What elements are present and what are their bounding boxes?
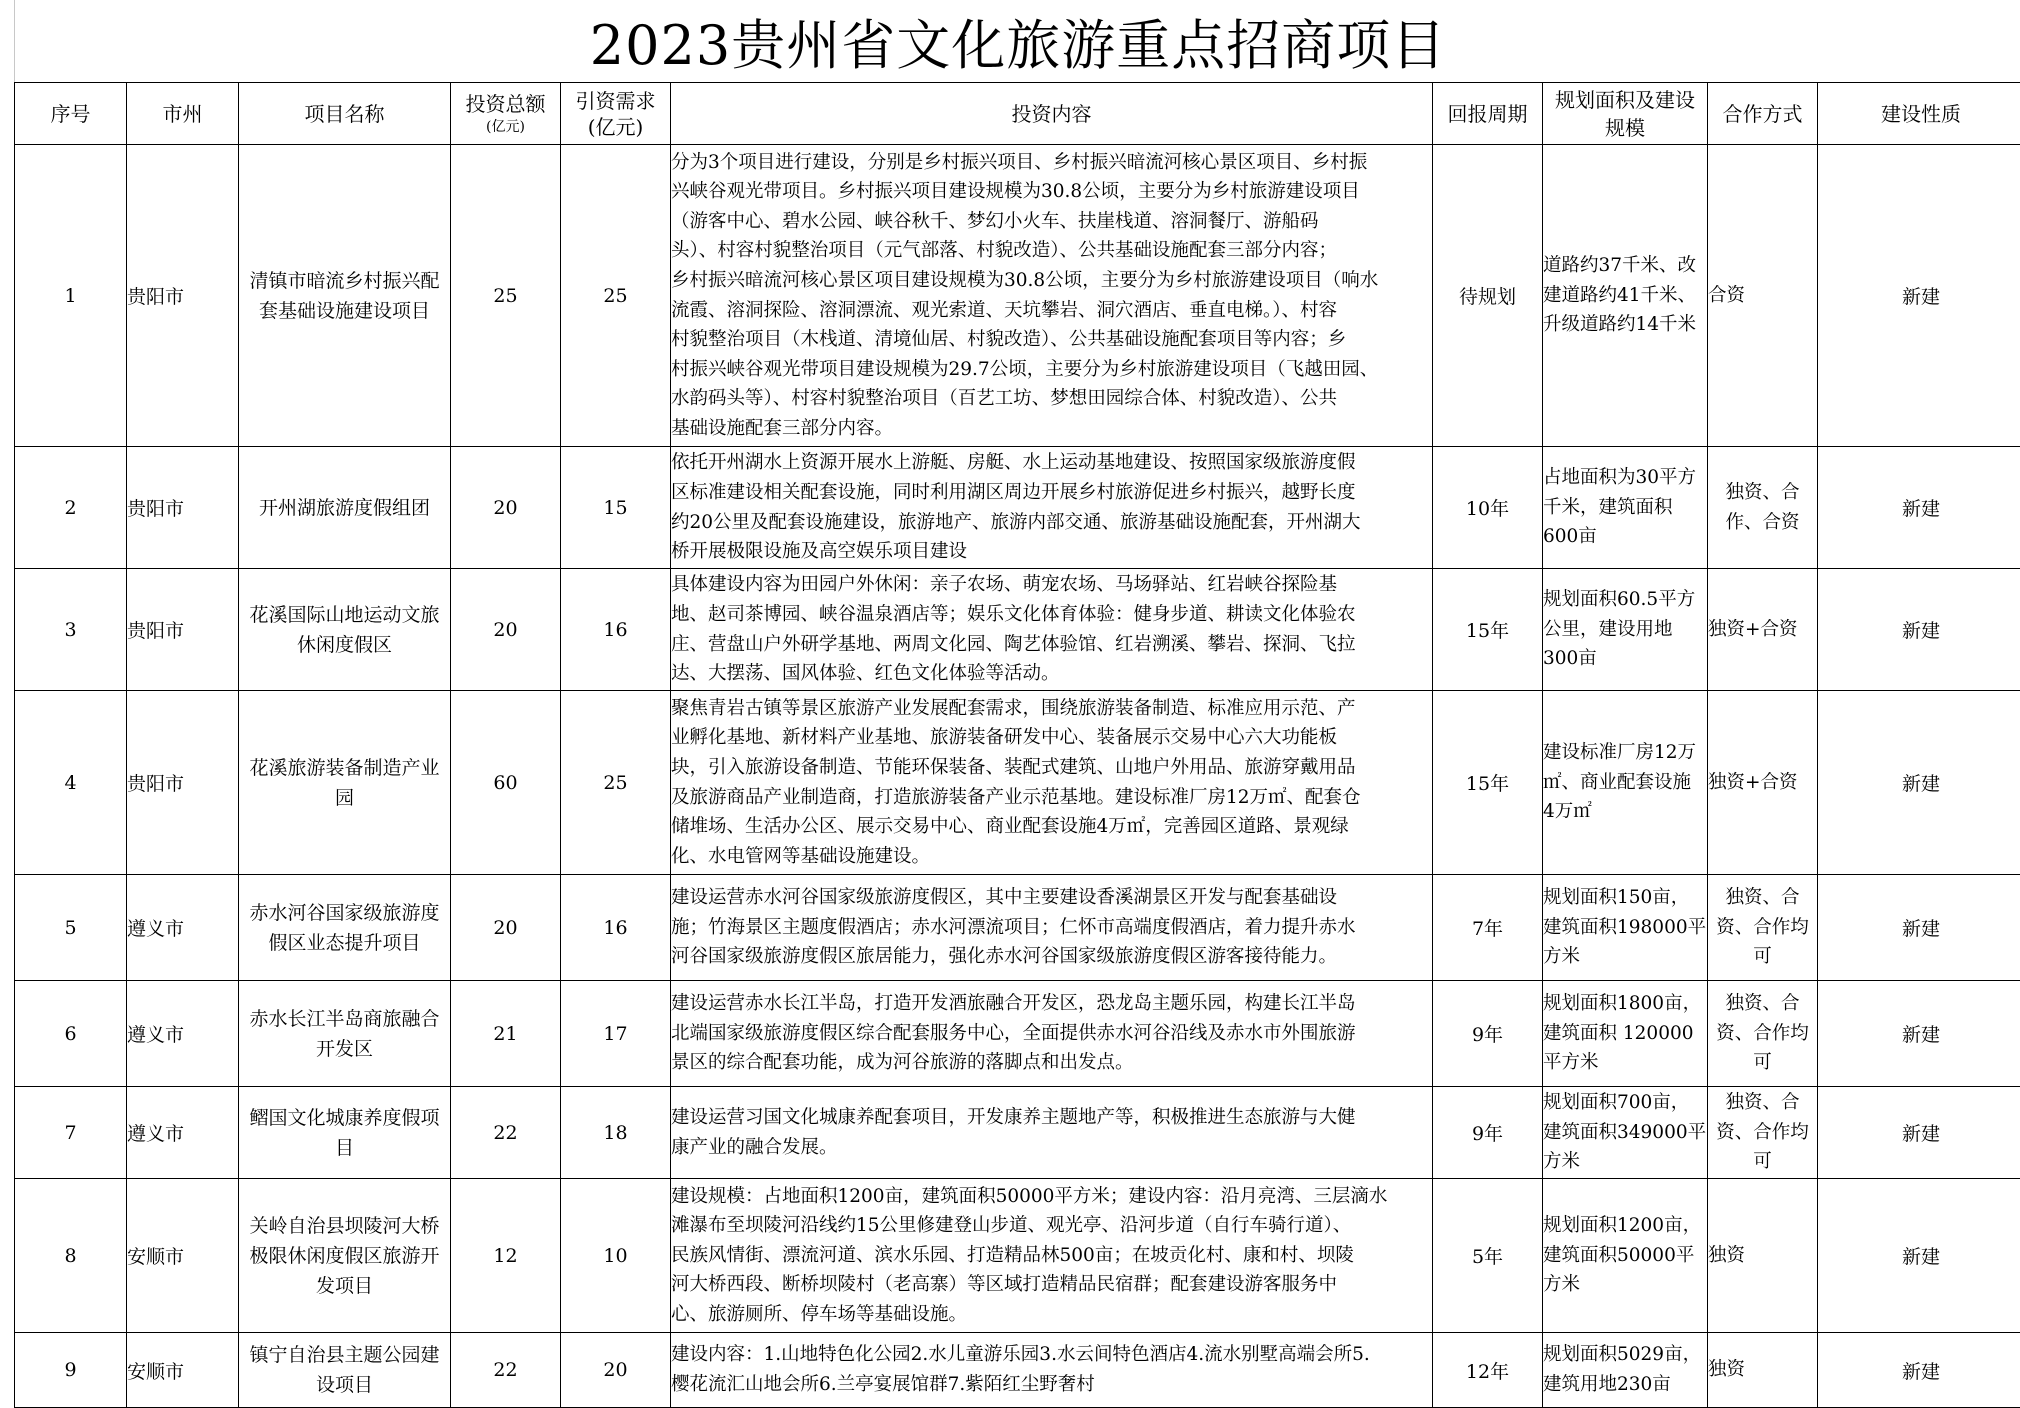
cell-name-line: 赤水河谷国家级旅游度 [239,898,450,928]
cell-total: 20 [451,875,561,981]
cell-city: 遵义市 [127,875,239,981]
cell-content [671,569,1433,691]
cell-content-line: 约20公里及配套设施建设，旅游地产、旅游内部交通、旅游基础设施配套，开州湖大 [671,508,1432,538]
cell-coop [1708,1087,1818,1179]
cell-index: 2 [15,447,127,569]
cell-content-line: 流霞、溶洞探险、溶洞漂流、观光索道、天坑攀岩、洞穴酒店、垂直电梯。）、村容 [671,296,1432,326]
table-row [15,981,2020,1087]
cell-total: 20 [451,569,561,691]
header-index: 序号 [15,83,127,145]
cell-scale-line: 规划面积700亩， [1543,1088,1707,1118]
cell-total: 22 [451,1333,561,1408]
cell-content [671,145,1433,447]
cell-scale-line: 4万㎡ [1543,797,1707,827]
cell-total: 21 [451,981,561,1087]
cell-scale-line: 建筑用地230亩 [1543,1370,1707,1400]
cell-name [239,875,451,981]
cell-coop-line: 可 [1708,1147,1817,1177]
cell-content [671,1333,1433,1408]
table-row [15,569,2020,691]
cell-name [239,1087,451,1179]
cell-name-line: 鳛国文化城康养度假项 [239,1103,450,1133]
cell-coop [1708,981,1818,1087]
cell-period: 9年 [1433,1087,1543,1179]
header-total [451,83,561,145]
cell-scale-line: 平方米 [1543,1048,1707,1078]
cell-coop-line: 可 [1708,942,1817,972]
cell-content-line: 康产业的融合发展。 [671,1133,1432,1163]
cell-city: 贵阳市 [127,145,239,447]
cell-content [671,691,1433,875]
cell-scale-line: 600亩 [1543,522,1707,552]
header-content: 投资内容 [671,83,1433,145]
cell-name-line: 发项目 [239,1271,450,1301]
cell-index: 9 [15,1333,127,1408]
cell-content-line: 区标准建设相关配套设施，同时利用湖区周边开展乡村旅游促进乡村振兴，越野长度 [671,478,1432,508]
header-coop: 合作方式 [1708,83,1818,145]
cell-scale [1543,1333,1708,1408]
cell-scale-line: 建筑面积349000平 [1543,1118,1707,1148]
cell-content-line: 建设运营赤水长江半岛，打造开发酒旅融合开发区，恐龙岛主题乐园，构建长江半岛 [671,989,1432,1019]
cell-content-line: 北端国家级旅游度假区综合配套服务中心，全面提供赤水河谷沿线及赤水市外围旅游 [671,1019,1432,1049]
cell-content-line: 分为3个项目进行建设，分别是乡村振兴项目、乡村振兴暗流河核心景区项目、乡村振 [671,148,1432,178]
cell-content-line: 樱花流汇山地会所6.兰亭宴展馆群7.紫陌红尘野奢村 [671,1370,1432,1400]
cell-scale [1543,981,1708,1087]
cell-city: 遵义市 [127,1087,239,1179]
cell-nature: 新建 [1818,691,2020,875]
cell-nature: 新建 [1818,569,2020,691]
table-row [15,691,2020,875]
cell-coop-line: 资、合作均 [1708,913,1817,943]
cell-scale-line: 建筑面积 120000 [1543,1019,1707,1049]
header-name: 项目名称 [239,83,451,145]
cell-name-line: 休闲度假区 [239,630,450,660]
cell-scale-line: 方米 [1543,942,1707,972]
cell-index: 8 [15,1179,127,1333]
header-need-unit: (亿元) [561,114,670,140]
cell-name [239,145,451,447]
cell-name-line: 花溪国际山地运动文旅 [239,600,450,630]
header-scale [1543,83,1708,145]
cell-city: 贵阳市 [127,569,239,691]
header-city: 市州 [127,83,239,145]
cell-content-line: 景区的综合配套功能，成为河谷旅游的落脚点和出发点。 [671,1048,1432,1078]
cell-name-line: 开州湖旅游度假组团 [239,493,450,523]
cell-content-line: 块，引入旅游设备制造、节能环保装备、装配式建筑、山地户外用品、旅游穿戴用品 [671,753,1432,783]
table-row [15,447,2020,569]
cell-coop-line: 独资、合 [1708,883,1817,913]
cell-city: 遵义市 [127,981,239,1087]
cell-nature: 新建 [1818,1087,2020,1179]
cell-name-line: 赤水长江半岛商旅融合 [239,1004,450,1034]
cell-name-line: 开发区 [239,1034,450,1064]
cell-index: 3 [15,569,127,691]
cell-name [239,447,451,569]
cell-index: 4 [15,691,127,875]
table-row [15,1179,2020,1333]
cell-content-line: 聚焦青岩古镇等景区旅游产业发展配套需求，围绕旅游装备制造、标准应用示范、产 [671,694,1432,724]
cell-name [239,981,451,1087]
cell-coop-line: 独资 [1708,1355,1817,1385]
cell-index: 5 [15,875,127,981]
cell-coop [1708,691,1818,875]
cell-need: 25 [561,691,671,875]
cell-name-line: 清镇市暗流乡村振兴配 [239,266,450,296]
cell-scale [1543,145,1708,447]
table-row [15,1087,2020,1179]
cell-content-line: 乡村振兴暗流河核心景区项目建设规模为30.8公顷，主要分为乡村旅游建设项目（响水 [671,266,1432,296]
cell-total: 25 [451,145,561,447]
cell-content-line: 业孵化基地、新材料产业基地、旅游装备研发中心、装备展示交易中心六大功能板 [671,723,1432,753]
cell-scale [1543,875,1708,981]
cell-content-line: 水韵码头等）、村容村貌整治项目（百艺工坊、梦想田园综合体、村貌改造）、公共 [671,384,1432,414]
cell-index: 1 [15,145,127,447]
cell-need: 20 [561,1333,671,1408]
cell-scale-line: 建道路约41千米、 [1543,281,1707,311]
cell-content-line: 民族风情街、漂流河道、滨水乐园、打造精品林500亩；在坡贡化村、康和村、坝陵 [671,1241,1432,1271]
cell-content [671,875,1433,981]
cell-coop-line: 独资+合资 [1708,768,1817,798]
cell-scale-line: 规划面积1800亩， [1543,989,1707,1019]
cell-index: 6 [15,981,127,1087]
cell-content-line: 及旅游商品产业制造商，打造旅游装备产业示范基地。建设标准厂房12万㎡、配套仓 [671,783,1432,813]
cell-scale-line: 建筑面积50000平 [1543,1241,1707,1271]
cell-scale [1543,447,1708,569]
cell-need: 16 [561,875,671,981]
cell-content-line: 建设运营赤水河谷国家级旅游度假区，其中主要建设香溪湖景区开发与配套基础设 [671,883,1432,913]
cell-name [239,1333,451,1408]
cell-nature: 新建 [1818,875,2020,981]
header-total-unit: (亿元) [451,117,560,137]
cell-need: 25 [561,145,671,447]
cell-period: 12年 [1433,1333,1543,1408]
cell-total: 20 [451,447,561,569]
document-title: 2023贵州省文化旅游重点招商项目 [14,0,2020,82]
cell-content-line: 头）、村容村貌整治项目（元气部落、村貌改造）、公共基础设施配套三部分内容； [671,236,1432,266]
cell-name-line: 镇宁自治县主题公园建 [239,1340,450,1370]
cell-content-line: 庄、营盘山户外研学基地、两周文化园、陶艺体验馆、红岩溯溪、攀岩、探洞、飞拉 [671,630,1432,660]
cell-name-line: 目 [239,1133,450,1163]
cell-content-line: 基础设施配套三部分内容。 [671,414,1432,444]
cell-content-line: （游客中心、碧水公园、峡谷秋千、梦幻小火车、扶崖栈道、溶洞餐厅、游船码 [671,207,1432,237]
cell-coop-line: 独资、合 [1708,1088,1817,1118]
cell-coop-line: 资、合作均 [1708,1118,1817,1148]
cell-scale-line: 规划面积1200亩， [1543,1211,1707,1241]
projects-table [14,82,2020,1408]
cell-content [671,447,1433,569]
cell-city: 贵阳市 [127,691,239,875]
cell-content-line: 施；竹海景区主题度假酒店；赤水河漂流项目；仁怀市高端度假酒店，着力提升赤水 [671,913,1432,943]
cell-coop-line: 资、合作均 [1708,1019,1817,1049]
cell-scale-line: 道路约37千米、改 [1543,251,1707,281]
cell-scale-line: 建筑面积198000平 [1543,913,1707,943]
cell-scale-line: 建设标准厂房12万 [1543,738,1707,768]
table-header-row [15,83,2020,145]
cell-content-line: 村貌整治项目（木栈道、清境仙居、村貌改造）、公共基础设施配套项目等内容；乡 [671,325,1432,355]
cell-coop [1708,145,1818,447]
cell-name [239,691,451,875]
cell-coop [1708,1179,1818,1333]
cell-scale [1543,691,1708,875]
cell-content-line: 滩瀑布至坝陵河沿线约15公里修建登山步道、观光亭、沿河步道（自行车骑行道）、 [671,1211,1432,1241]
cell-nature: 新建 [1818,981,2020,1087]
cell-total: 12 [451,1179,561,1333]
header-scale-line2: 规模 [1543,114,1707,142]
table-row [15,875,2020,981]
cell-content-line: 河谷国家级旅游度假区旅居能力，强化赤水河谷国家级旅游度假区游客接待能力。 [671,942,1432,972]
cell-name-line: 设项目 [239,1370,450,1400]
cell-scale-line: 规划面积5029亩， [1543,1340,1707,1370]
cell-name-line: 假区业态提升项目 [239,928,450,958]
cell-coop [1708,569,1818,691]
cell-content-line: 建设内容：1.山地特色化公园2.水儿童游乐园3.水云间特色酒店4.流水别墅高端会所5. [671,1340,1432,1370]
cell-content-line: 化、水电管网等基础设施建设。 [671,842,1432,872]
cell-coop-line: 合资 [1708,281,1817,311]
cell-total: 22 [451,1087,561,1179]
cell-scale-line: 规划面积150亩， [1543,883,1707,913]
cell-scale-line: 方米 [1543,1147,1707,1177]
cell-scale-line: 300亩 [1543,644,1707,674]
cell-content-line: 心、旅游厕所、停车场等基础设施。 [671,1300,1432,1330]
cell-coop [1708,1333,1818,1408]
cell-scale-line: 升级道路约14千米 [1543,310,1707,340]
cell-need: 15 [561,447,671,569]
cell-content-line: 具体建设内容为田园户外休闲：亲子农场、萌宠农场、马场驿站、红岩峡谷探险基 [671,570,1432,600]
cell-content-line: 河大桥西段、断桥坝陵村（老高寨）等区域打造精品民宿群；配套建设游客服务中 [671,1270,1432,1300]
cell-name-line: 关岭自治县坝陵河大桥 [239,1211,450,1241]
cell-content-line: 兴峡谷观光带项目。乡村振兴项目建设规模为30.8公顷，主要分为乡村旅游建设项目 [671,177,1432,207]
cell-scale-line: 规划面积60.5平方 [1543,585,1707,615]
cell-nature: 新建 [1818,1333,2020,1408]
cell-name-line: 极限休闲度假区旅游开 [239,1241,450,1271]
cell-nature: 新建 [1818,447,2020,569]
cell-scale-line: 方米 [1543,1270,1707,1300]
cell-total: 60 [451,691,561,875]
cell-need: 17 [561,981,671,1087]
cell-nature: 新建 [1818,1179,2020,1333]
table-body [15,145,2020,1408]
cell-scale-line: 公里，建设用地 [1543,615,1707,645]
cell-coop [1708,447,1818,569]
cell-scale-line: 占地面积为30平方 [1543,463,1707,493]
cell-city: 安顺市 [127,1333,239,1408]
cell-need: 16 [561,569,671,691]
cell-content [671,981,1433,1087]
cell-content [671,1179,1433,1333]
cell-coop-line: 独资、合 [1708,989,1817,1019]
header-period: 回报周期 [1433,83,1543,145]
cell-content [671,1087,1433,1179]
cell-period: 15年 [1433,569,1543,691]
cell-coop-line: 作、合资 [1708,508,1817,538]
cell-name-line: 花溪旅游装备制造产业 [239,753,450,783]
cell-scale-line: 千米，建筑面积 [1543,493,1707,523]
table-row [15,145,2020,447]
cell-content-line: 建设规模：占地面积1200亩，建筑面积50000平方米；建设内容：沿月亮湾、三层滴水 [671,1182,1432,1212]
cell-name-line: 园 [239,783,450,813]
cell-period: 15年 [1433,691,1543,875]
cell-scale [1543,569,1708,691]
cell-period: 7年 [1433,875,1543,981]
cell-coop [1708,875,1818,981]
header-need-main: 引资需求 [561,88,670,114]
cell-nature: 新建 [1818,145,2020,447]
cell-period: 9年 [1433,981,1543,1087]
cell-city: 贵阳市 [127,447,239,569]
table-row [15,1333,2020,1408]
cell-need: 18 [561,1087,671,1179]
cell-city: 安顺市 [127,1179,239,1333]
cell-need: 10 [561,1179,671,1333]
cell-coop-line: 独资 [1708,1241,1817,1271]
cell-scale [1543,1087,1708,1179]
cell-content-line: 达、大摆荡、国风体验、红色文化体验等活动。 [671,659,1432,689]
cell-content-line: 建设运营习国文化城康养配套项目，开发康养主题地产等，积极推进生态旅游与大健 [671,1103,1432,1133]
header-total-main: 投资总额 [451,91,560,117]
cell-content-line: 依托开州湖水上资源开展水上游艇、房艇、水上运动基地建设、按照国家级旅游度假 [671,448,1432,478]
cell-content-line: 储堆场、生活办公区、展示交易中心、商业配套设施4万㎡，完善园区道路、景观绿 [671,812,1432,842]
cell-period: 待规划 [1433,145,1543,447]
cell-coop-line: 可 [1708,1048,1817,1078]
cell-period: 10年 [1433,447,1543,569]
header-nature: 建设性质 [1818,83,2020,145]
cell-name [239,1179,451,1333]
cell-name-line: 套基础设施建设项目 [239,296,450,326]
cell-content-line: 村振兴峡谷观光带项目建设规模为29.7公顷，主要分为乡村旅游建设项目（飞越田园、 [671,355,1432,385]
cell-scale [1543,1179,1708,1333]
cell-scale-line: ㎡、商业配套设施 [1543,768,1707,798]
cell-coop-line: 独资、合 [1708,478,1817,508]
cell-index: 7 [15,1087,127,1179]
cell-coop-line: 独资+合资 [1708,615,1817,645]
cell-content-line: 桥开展极限设施及高空娱乐项目建设 [671,537,1432,567]
cell-name [239,569,451,691]
header-scale-line1: 规划面积及建设 [1543,86,1707,114]
cell-content-line: 地、赵司茶博园、峡谷温泉酒店等；娱乐文化体育体验：健身步道、耕读文化体验农 [671,600,1432,630]
header-need [561,83,671,145]
cell-period: 5年 [1433,1179,1543,1333]
